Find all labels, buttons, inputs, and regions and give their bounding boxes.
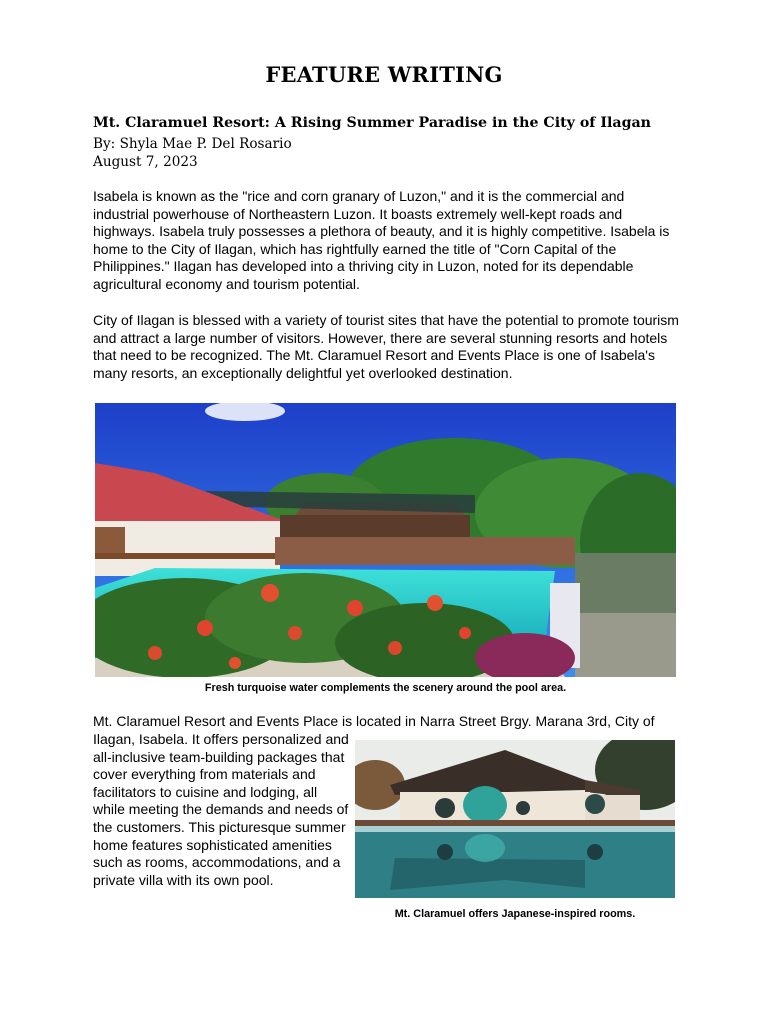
document-title: FEATURE WRITING [265,62,503,87]
pool-photo-illustration [95,403,676,677]
headline: Mt. Claramuel Resort: A Rising Summer Paradise in the City of Ilagan [93,115,651,131]
paragraph-3-wrapped: Ilagan, Isabela. It offers personalized and all-inclusive team-building packages that cover everything from materials and facilitators to cuisine and lodging, all while meeting the demands and needs of the customers. This picturesque summer home features sophisticated amenities such as rooms, accommodations, and a private villa with its own pool. [93,731,349,888]
paragraph-3-first-line: Mt. Claramuel Resort and Events Place is located in Narra Street Brgy. Marana 3rd, City of [93,713,655,729]
pool-photo-caption: Fresh turquoise water complements the scenery around the pool area. [204,682,567,694]
date: August 7, 2023 [93,154,198,170]
villa-photo-caption: Mt. Claramuel offers Japanese-inspired rooms. [394,908,636,920]
paragraph-1: Isabela is known as the "rice and corn granary of Luzon," and it is the commercial and industrial powerhouse of Northeastern Luzon. It boasts extremely well-kept roads and highways. Isabela truly possesses a plethora of beauty, and it is highly competitive. Isabela is home to the City of Ilagan, which has rightfully earned the title of "Corn Capital of the Philippines." Ilagan has developed into a thriving city in Luzon, noted for its dependable agricultural economy and tourism potential. [93,188,670,292]
villa-photo-illustration [355,740,675,898]
villa-photo [355,740,675,898]
pool-photo [95,403,676,677]
paragraph-2: City of Ilagan is blessed with a variety of tourist sites that have the potential to promote tourism and attract a large number of visitors. However, there are several stunning resorts and hotels that need to be recognized. The Mt. Claramuel Resort and Events Place is one of Isabela's many resorts, an exceptionally delightful yet overlooked destination. [93,312,679,381]
byline: By: Shyla Mae P. Del Rosario [93,136,292,152]
